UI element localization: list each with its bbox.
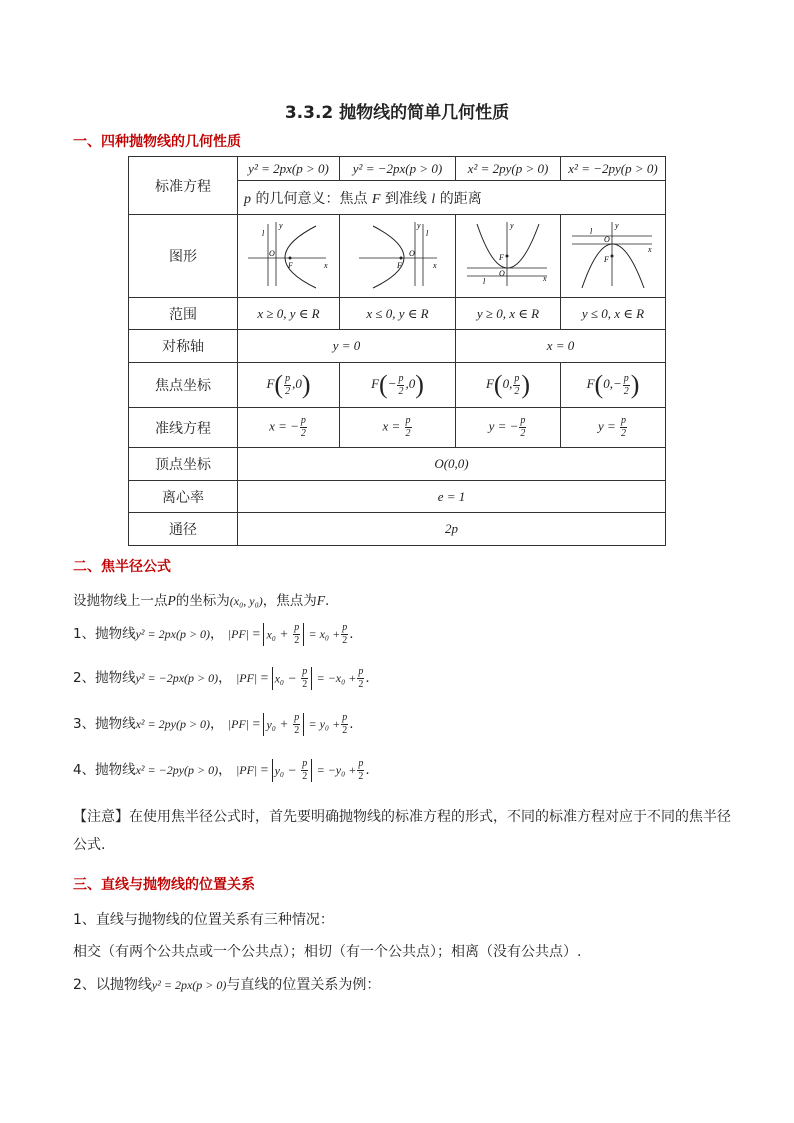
range-cell: x ≤ 0, y ∈ R (340, 298, 456, 330)
svg-text:x: x (543, 274, 547, 283)
label-directrix: 准线方程 (129, 408, 238, 448)
focal-item-1: 1、抛物线y² = 2px(p > 0)， |PF| = x₀ + $\frac{p}{2}$ = x₀ + $\frac{p}{2}$ . (73, 621, 354, 646)
label-axis: 对称轴 (129, 330, 238, 363)
svg-text:l: l (483, 277, 486, 286)
focal-item-4: 4、抛物线x² = −2py(p > 0)， |PF| = y₀ − $\frac{p}{2}$ = −y₀ + $\frac{p}{2}$ . (73, 757, 370, 782)
svg-text:O: O (408, 249, 415, 258)
eq-cell: y² = −2px(p > 0) (340, 157, 456, 181)
focus-cell: F(− $\frac{p}{2}$ ,0) (340, 363, 456, 408)
svg-text:l: l (425, 229, 428, 238)
svg-text:x: x (432, 261, 437, 270)
focal-intro: 设抛物线上一点P的坐标为(x₀, y₀)，焦点为F. (73, 593, 330, 609)
position-line-3: 2、以抛物线y² = 2px(p > 0)与直线的位置关系为例： (73, 977, 381, 993)
range-cell: y ≥ 0, x ∈ R (456, 298, 561, 330)
svg-text:F: F (287, 261, 293, 270)
properties-table (128, 156, 666, 546)
svg-text:O: O (499, 269, 505, 278)
focus-cell: F(0,− $\frac{p}{2}$ ) (561, 363, 666, 408)
label-range: 范围 (129, 298, 238, 330)
svg-text:y: y (510, 221, 514, 230)
svg-text:F: F (499, 253, 504, 262)
position-line-2: 相交（有两个公共点或一个公共点）；相切（有一个公共点）；相离（没有公共点）. (73, 944, 582, 960)
note-paragraph: 【注意】在使用焦半径公式时，首先要明确抛物线的标准方程的形式，不同的标准方程对应于不同的焦半径公式. (73, 809, 731, 853)
graph-right-opening (238, 215, 340, 298)
label-vertex: 顶点坐标 (129, 448, 238, 481)
svg-text:x: x (323, 261, 328, 270)
parabola-down-graph (568, 218, 658, 290)
page-title: 3.3.2 抛物线的简单几何性质 (284, 103, 510, 123)
directrix-cell: y = − $\frac{p}{2}$ (456, 408, 561, 448)
eq-cell: x² = −2py(p > 0) (561, 157, 666, 181)
label-graph: 图形 (129, 215, 238, 298)
section-heading-1: 一、四种抛物线的几何性质 (73, 134, 241, 150)
svg-text:F: F (396, 261, 402, 270)
graph-left-opening (340, 215, 456, 298)
label-standard-eq: 标准方程 (129, 157, 238, 215)
label-eccentricity: 离心率 (129, 481, 238, 513)
focus-cell: F( $\frac{p}{2}$ ,0) (238, 363, 340, 408)
svg-text:y: y (278, 221, 283, 230)
graph-down-opening (561, 215, 666, 298)
p-meaning: p 的几何意义：焦点 F 到准线 l 的距离 (238, 181, 666, 215)
section-heading-3: 三、直线与抛物线的位置关系 (73, 877, 255, 893)
vertex-cell: O(0,0) (238, 448, 666, 481)
directrix-cell: x = $\frac{p}{2}$ (340, 408, 456, 448)
latus-cell: 2p (238, 513, 666, 546)
eq-cell: x² = 2py(p > 0) (456, 157, 561, 181)
parabola-up-graph (463, 218, 553, 290)
label-focus: 焦点坐标 (129, 363, 238, 408)
svg-text:l: l (261, 229, 264, 238)
axis-cell: x = 0 (456, 330, 666, 363)
label-latus: 通径 (129, 513, 238, 546)
focal-item-3: 3、抛物线x² = 2py(p > 0)， |PF| = y₀ + $\frac{p}{2}$ = y₀ + $\frac{p}{2}$ . (73, 711, 354, 736)
eq-cell: y² = 2px(p > 0) (238, 157, 340, 181)
graph-up-opening (456, 215, 561, 298)
parabola-left-graph (353, 218, 443, 290)
svg-text:x: x (648, 245, 652, 254)
position-line-1: 1、直线与抛物线的位置关系有三种情况： (73, 912, 334, 928)
section-heading-2: 二、焦半径公式 (73, 559, 171, 575)
svg-text:y: y (615, 221, 619, 230)
svg-text:l: l (590, 227, 593, 236)
parabola-right-graph (244, 218, 334, 290)
svg-text:y: y (416, 221, 421, 230)
range-cell: y ≤ 0, x ∈ R (561, 298, 666, 330)
svg-text:F: F (604, 255, 609, 264)
svg-text:O: O (268, 249, 275, 258)
focal-item-2: 2、抛物线y² = −2px(p > 0)， |PF| = x₀ − $\frac{p}{2}$ = −x₀ + $\frac{p}{2}$ . (73, 665, 370, 690)
axis-cell: y = 0 (238, 330, 456, 363)
directrix-cell: x = − $\frac{p}{2}$ (238, 408, 340, 448)
range-cell: x ≥ 0, y ∈ R (238, 298, 340, 330)
svg-text:O: O (604, 235, 610, 244)
eccentricity-cell: e = 1 (238, 481, 666, 513)
directrix-cell: y = $\frac{p}{2}$ (561, 408, 666, 448)
focus-cell: F(0, $\frac{p}{2}$ ) (456, 363, 561, 408)
